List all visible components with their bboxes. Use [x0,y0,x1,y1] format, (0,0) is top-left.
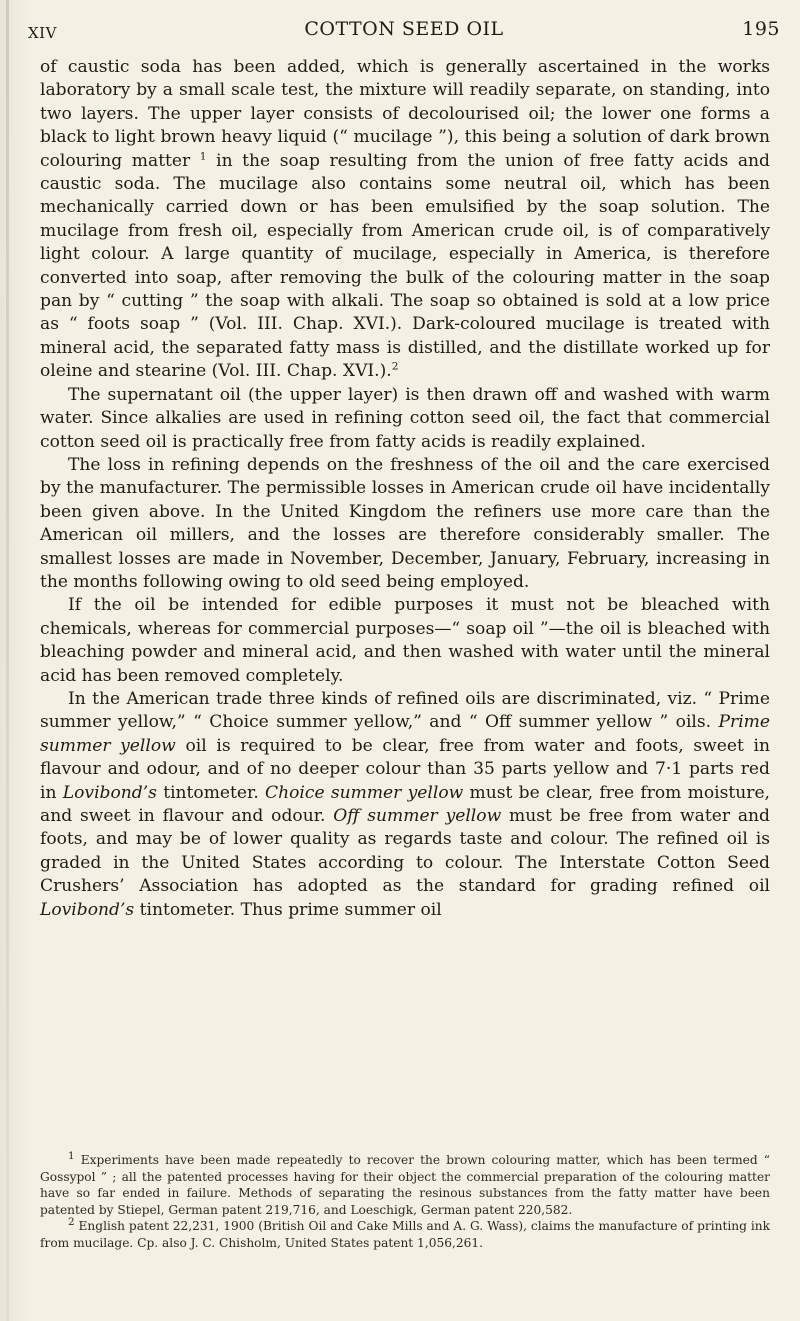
paragraph-2: The supernatant oil (the upper layer) is then drawn off and washed with warm water. Since alkalies are used in refining cotton seed oil, the fact that commercial cotton seed oil is practically free from fatty acids is readily explained. [40,384,770,452]
footnote-1-mark: 1 [68,1149,75,1162]
paragraph-5-text-c: tintometer. [156,782,266,803]
footnote-2-mark: 2 [68,1216,75,1229]
footnotes [40,1149,770,1252]
paragraph-5-text-e: must be free from water and foots, and may be of lower quality as regards taste and colour. The refined oil is graded in the United States according to colour. The Interstate Cotton Seed Crushers’ Association has adopted as the standard for grading refined oil [40,806,770,897]
paragraph-1-text-b: in the soap resulting from the union of free fatty acids and caustic soda. The mucilage also contains some neutral oil, which has been mechanically carried down or has been emulsified by the soap solution. The mucilage from fresh oil, especially from American crude oil, is of comparatively light colour. A large quantity of mucilage, especially in America, is therefore converted into soap, after removing the bulk of the colouring matter in the soap pan by “ cutting ” the soap with alkali. The soap so obtained is sold at a low price as “ foots soap ” (Vol. III. Chap. XVI.). Dark-coloured mucilage is treated with mineral acid, the separated fatty mass is distilled, and the distillate worked up for oleine and stearine (Vol. III. Chap. XVI.). [40,150,770,382]
page-number: 195 [742,18,780,40]
paragraph-5 [40,688,770,922]
italic-lovibonds-1: Lovibond’s [62,782,157,803]
page-spine-shadow [6,0,9,1321]
paragraph-5-text-f: tintometer. Thus prime summer oil [134,899,442,920]
italic-lovibonds-2: Lovibond’s [40,899,135,920]
footnote-2-text: English patent 22,231, 1900 (British Oil and Cake Mills and A. G. Wass), claims the manufacture of printing ink from mucilage. Cp. also J. C. Chisholm, United States patent 1,056,261. [40,1219,770,1250]
main-text [40,56,770,922]
footnote-1 [40,1149,770,1218]
footnote-1-text: Experiments have been made repeatedly to recover the brown colouring matter, which has been termed “ Gossypol ” ; all the patented processes having for their object the commercial preparation of the colouring matter have so far ended in failure. Methods of separating the resinous substances from the fatty matter have been patented by Stiepel, German patent 219,716, and Loeschigk, German patent 220,582. [40,1153,770,1217]
paragraph-5-text-b: oil is required to be clear, free from water and foots, sweet in flavour and odour, and of no deeper colour than 35 parts yellow and 7·1 parts red in [40,735,770,803]
italic-off-summer-yellow: Off summer yellow [333,806,502,826]
paragraph-1 [40,56,770,384]
chapter-number: XIV [28,24,57,42]
footnote-ref-2: 2 [391,360,399,373]
italic-prime-summer-yellow: Prime summer yellow [40,712,770,756]
running-header [28,18,780,48]
running-title: COTTON SEED OIL [304,18,504,40]
paragraph-4: If the oil be intended for edible purposes it must not be bleached with chemicals, whereas for commercial purposes—“ soap oil ”—the oil is bleached with bleaching powder and mineral acid, and then washed with water until the mineral acid has been removed completely. [40,595,770,686]
paragraph-1-text-a: of caustic soda has been added, which is generally ascertained in the works laboratory by a small scale test, the mixture will readily separate, on standing, into two layers. The upper layer consists of decolourised oil; the lower one forms a black to light brown heavy liquid (“ mucilage ”), this being a solution of dark brown colouring matter [40,57,770,171]
footnote-ref-1: 1 [199,149,207,162]
paragraph-5-text-d: must be clear, free from moisture, and sweet in flavour and odour. [40,782,770,826]
italic-choice-summer-yellow: Choice summer yellow [265,782,464,803]
paragraph-5-text-a: In the American trade three kinds of refined oils are discriminated, viz. “ Prime summer yellow,” “ Choice summer yellow,” and “ Off summer yellow ” oils. [40,688,770,733]
footnote-2 [40,1218,770,1251]
paragraph-3: The loss in refining depends on the freshness of the oil and the care exercised by the manufacturer. The permissible losses in American crude oil have incidentally been given above. In the United Kingdom the refiners use more care than the American oil millers, and the losses are therefore considerably smaller. The smallest losses are made in November, December, January, February, increasing in the months following owing to old seed being employed. [40,454,770,592]
